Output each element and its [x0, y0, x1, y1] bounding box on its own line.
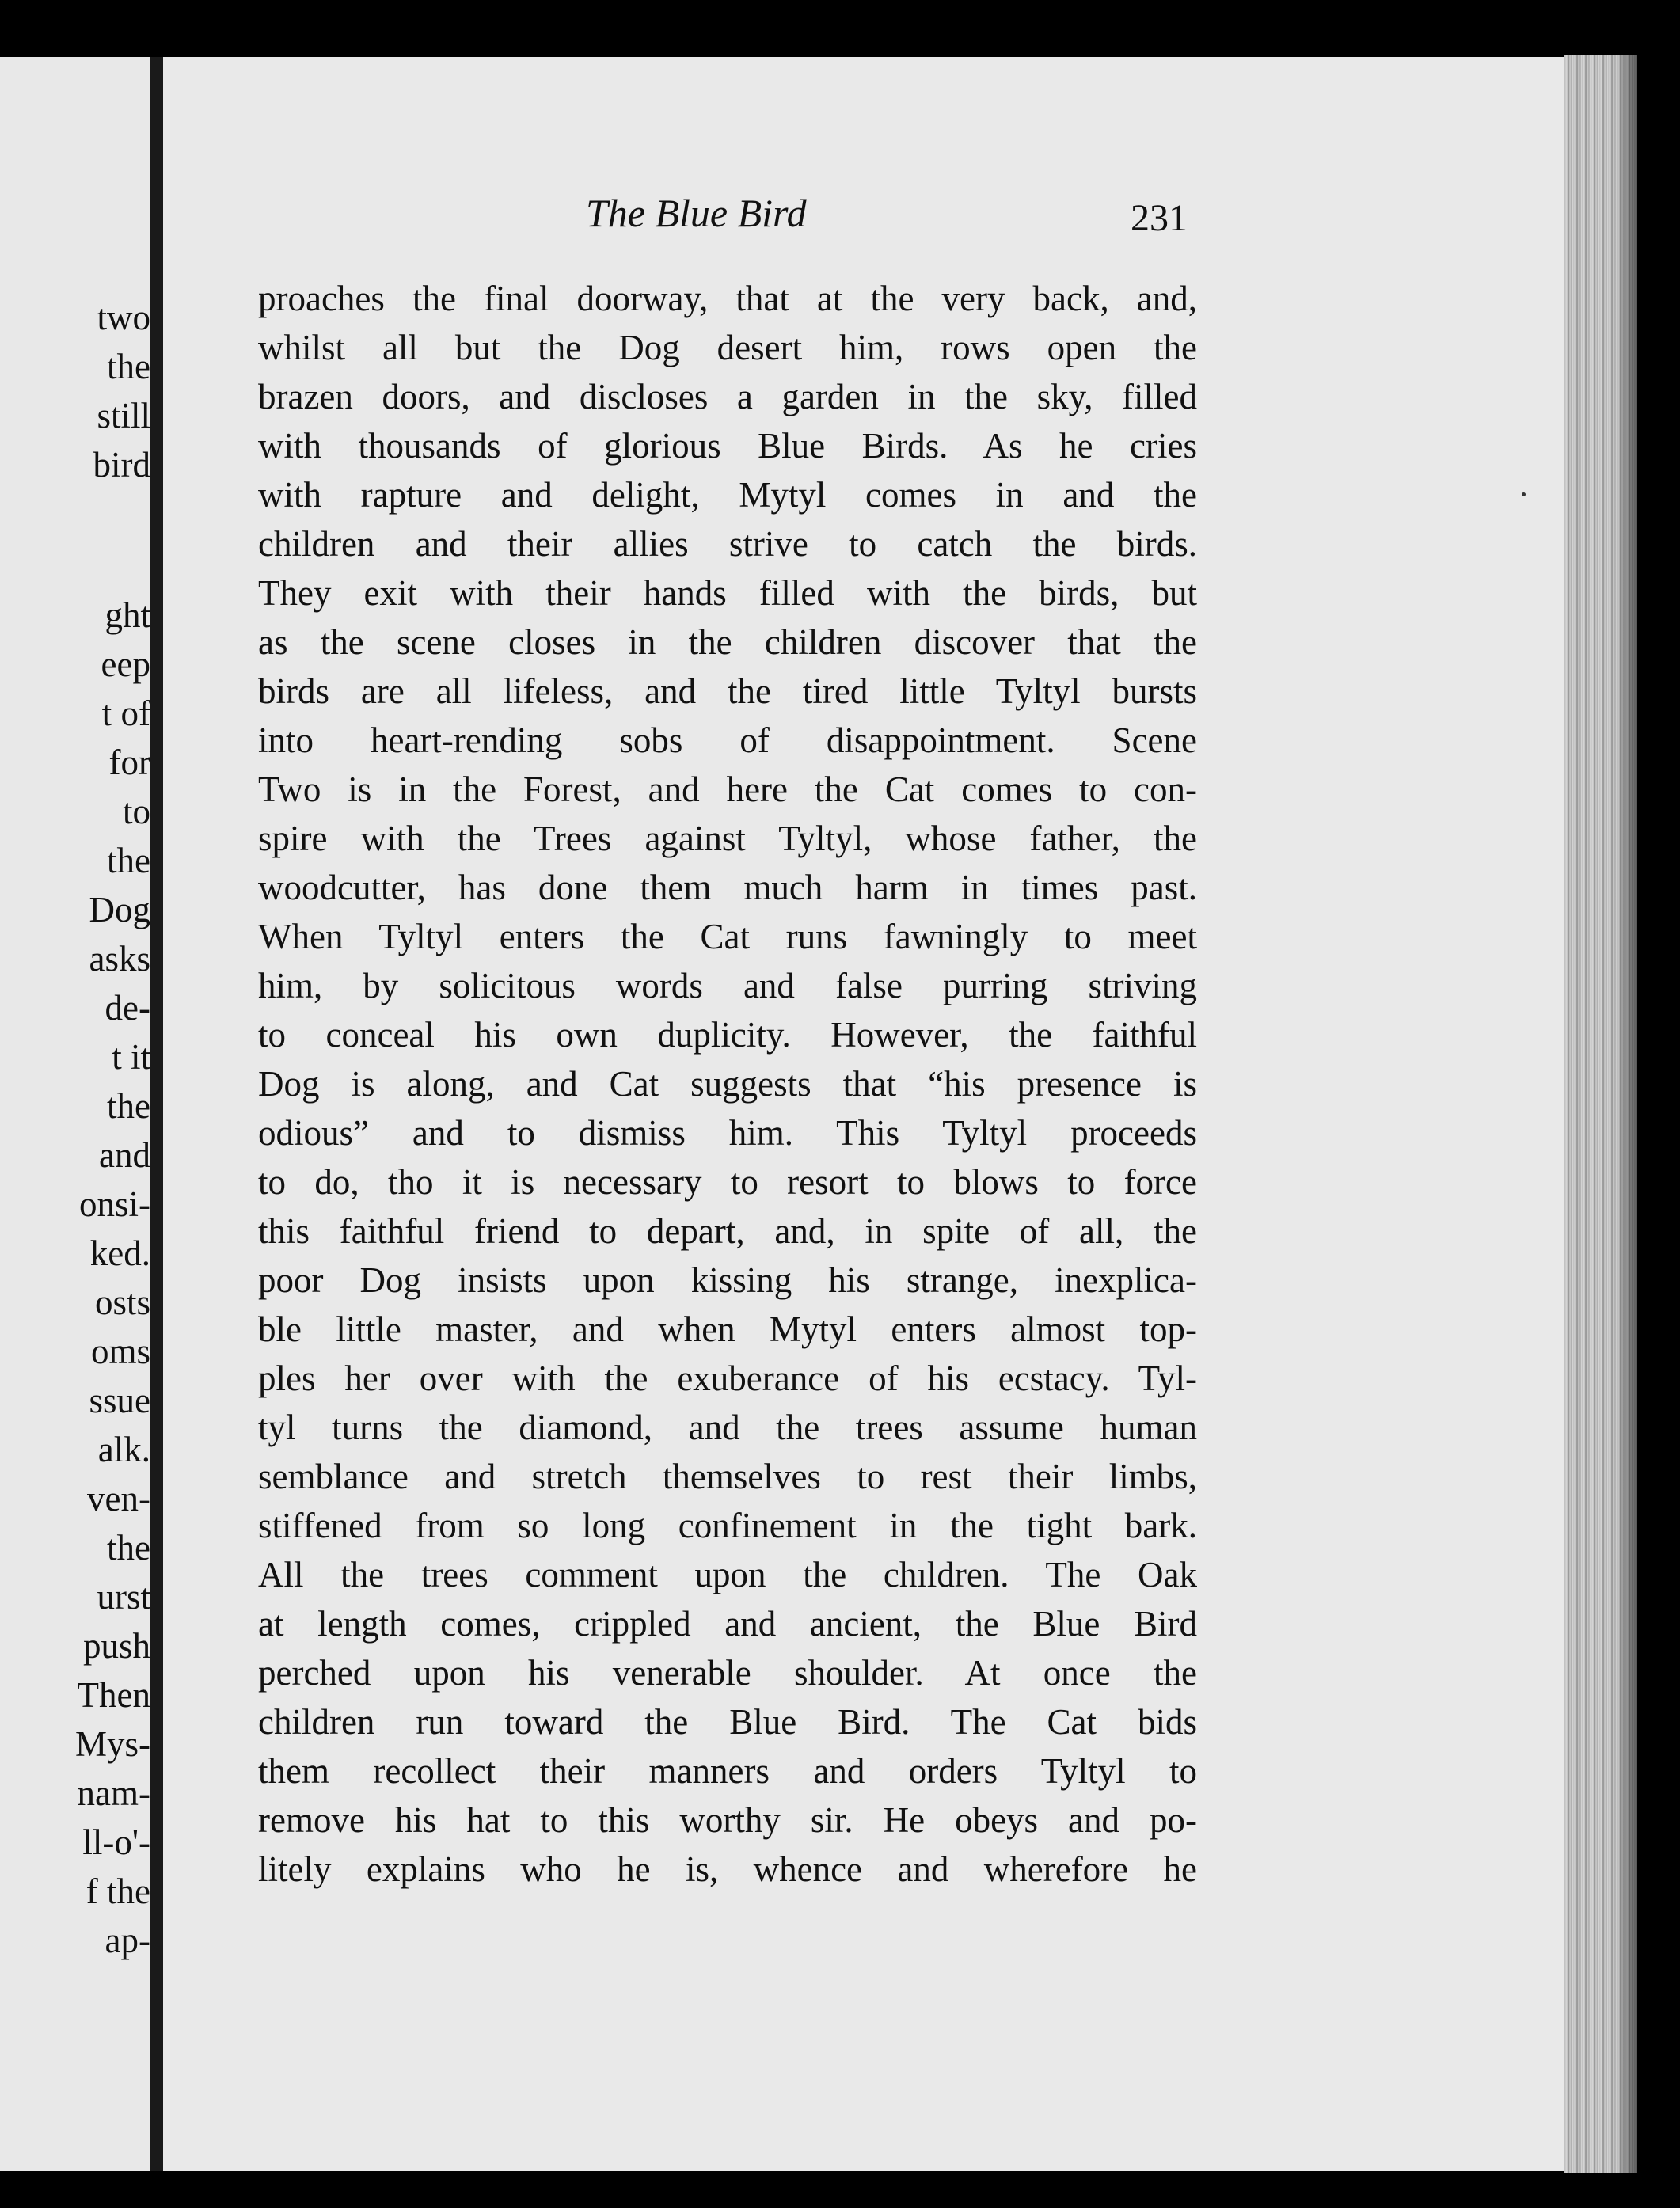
text-line: whilst all but the Dog desert him, rows open the: [258, 328, 1197, 367]
left-line: bird: [93, 445, 150, 485]
left-line: onsi-: [79, 1184, 150, 1224]
page-edge-shadow: [1615, 55, 1637, 2173]
running-head: The Blue Bird: [586, 191, 807, 235]
text-line: brazen doors, and discloses a garden in the sky, filled: [258, 377, 1197, 416]
left-line: de-: [105, 988, 150, 1028]
text-line: remove his hat to this worthy sir. He obeys and po-: [258, 1800, 1197, 1840]
left-line: for: [108, 743, 150, 782]
left-line: f the: [86, 1872, 150, 1911]
left-line: ssue: [89, 1381, 150, 1420]
left-line: Then: [77, 1675, 150, 1715]
text-line: poor Dog insists upon kissing his strange, inexplica-: [258, 1260, 1197, 1300]
left-line: two: [97, 298, 150, 337]
text-line: children and their allies strive to catch the birds.: [258, 524, 1197, 564]
left-line: Mys-: [74, 1724, 150, 1764]
text-line: Two is in the Forest, and here the Cat comes to con-: [258, 770, 1197, 809]
text-line: with thousands of glorious Blue Birds. As he cries: [258, 426, 1197, 466]
left-line: alk.: [97, 1430, 150, 1469]
text-line: stiffened from so long confinement in the tight bark.: [258, 1506, 1197, 1545]
text-line: him, by solicitous words and false purring striving: [258, 966, 1197, 1005]
left-line: to: [122, 792, 150, 831]
text-line: into heart-rending sobs of disappointment. Scene: [258, 720, 1197, 760]
text-line: spire with the Trees against Tyltyl, whose father, the: [258, 819, 1197, 858]
left-line: ap-: [105, 1921, 150, 1960]
text-line: proaches the final doorway, that at the very back, and,: [258, 279, 1197, 318]
text-line: woodcutter, has done them much harm in times past.: [258, 868, 1197, 907]
body-text: [258, 274, 1197, 1894]
text-line: ples her over with the exuberance of his ecstacy. Tyl-: [258, 1359, 1197, 1398]
left-line: ll-o'-: [82, 1822, 150, 1862]
left-line: still: [97, 396, 150, 435]
text-line: ble little master, and when Mytyl enters almost top-: [258, 1309, 1197, 1349]
page-number: 231: [1131, 197, 1188, 239]
left-line: the: [107, 841, 150, 880]
text-line: this faithful friend to depart, and, in spite of all, the: [258, 1211, 1197, 1251]
text-line: litely explains who he is, whence and wherefore he: [258, 1849, 1197, 1889]
left-line: nam-: [77, 1773, 150, 1813]
text-line: children run toward the Blue Bird. The Cat bids: [258, 1702, 1197, 1742]
text-line: them recollect their manners and orders Tyltyl to: [258, 1751, 1197, 1791]
text-line: perched upon his venerable shoulder. At once the: [258, 1653, 1197, 1693]
left-line: osts: [94, 1283, 150, 1322]
text-line: to conceal his own duplicity. However, the faithful: [258, 1015, 1197, 1055]
left-line: and: [99, 1135, 150, 1175]
left-line: the: [107, 1086, 150, 1126]
text-line: with rapture and delight, Mytyl comes in and the: [258, 475, 1197, 515]
text-line: They exit with their hands filled with the birds, but: [258, 573, 1197, 613]
left-line: t of: [101, 694, 150, 733]
text-line: When Tyltyl enters the Cat runs fawningly to meet: [258, 917, 1197, 956]
left-line: the: [107, 1528, 150, 1568]
text-line: at length comes, crippled and ancient, the Blue Bird: [258, 1604, 1197, 1644]
text-line: semblance and stretch themselves to rest their limbs,: [258, 1457, 1197, 1496]
text-line: birds are all lifeless, and the tired little Tyltyl bursts: [258, 671, 1197, 711]
book-gutter: [150, 57, 163, 2171]
text-line: Dog is along, and Cat suggests that “his presence is: [258, 1064, 1197, 1104]
left-line: ked.: [89, 1233, 150, 1273]
text-line: tyl turns the diamond, and the trees assume human: [258, 1408, 1197, 1447]
text-line: All the trees comment upon the chıldren. The Oak: [258, 1555, 1197, 1594]
left-line: ven-: [87, 1479, 150, 1518]
left-line: Dog: [89, 890, 150, 929]
text-line: to do, tho it is necessary to resort to blows to force: [258, 1162, 1197, 1202]
left-facing-page: [0, 57, 150, 2171]
paper-speck: [1522, 492, 1526, 496]
left-line: urst: [97, 1577, 150, 1617]
left-line: asks: [89, 939, 150, 979]
left-line: oms: [90, 1332, 150, 1371]
left-line: ght: [105, 595, 150, 635]
left-line: push: [82, 1626, 150, 1666]
left-line: eep: [101, 644, 150, 684]
left-line: t it: [112, 1037, 150, 1077]
left-line: the: [107, 347, 150, 386]
text-line: as the scene closes in the children discover that the: [258, 622, 1197, 662]
text-line: odious” and to dismiss him. This Tyltyl proceeds: [258, 1113, 1197, 1153]
